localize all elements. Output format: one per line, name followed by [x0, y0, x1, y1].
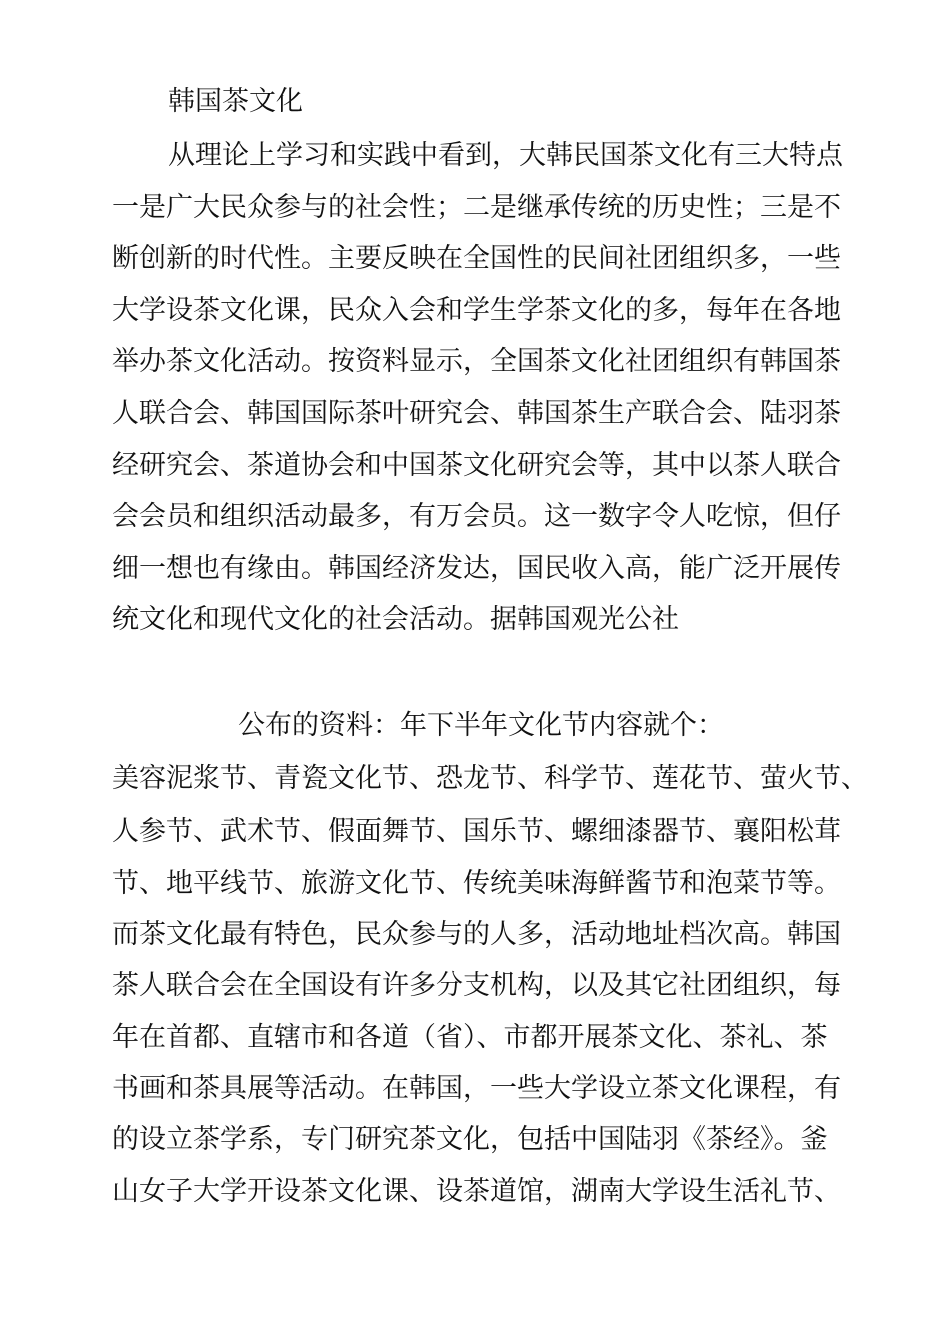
paragraph2-line: 茶人联合会在全国设有许多分支机构，以及其它社团组织，每 [112, 970, 841, 1001]
paragraph1-line: 举办茶文化活动。按资料显示，全国茶文化社团组织有韩国茶 [112, 346, 841, 377]
paragraph1-line: 经研究会、茶道协会和中国茶文化研究会等，其中以茶人联合 [112, 450, 841, 481]
paragraph1-line: 统文化和现代文化的社会活动。据韩国观光公社 [112, 604, 679, 635]
paragraph1-line: 断创新的时代性。主要反映在全国性的民间社团组织多，一些 [112, 243, 841, 274]
paragraph2-line: 人参节、武术节、假面舞节、国乐节、螺细漆器节、襄阳松茸 [112, 816, 841, 847]
paragraph2-line: 书画和茶具展等活动。在韩国，一些大学设立茶文化课程，有 [112, 1073, 841, 1104]
paragraph1-line: 人联合会、韩国国际茶叶研究会、韩国茶生产联合会、陆羽茶 [112, 398, 841, 429]
paragraph2-line: 年在首都、直辖市和各道（省）、市都开展茶文化、茶礼、茶 [112, 1022, 828, 1053]
paragraph2-line: 节、地平线节、旅游文化节、传统美味海鲜酱节和泡菜节等。 [112, 868, 841, 899]
paragraph2-line: 美容泥浆节、青瓷文化节、恐龙节、科学节、莲花节、萤火节、 [112, 763, 868, 794]
paragraph2-heading: 公布的资料：年下半年文化节内容就个： [238, 710, 724, 741]
paragraph1-line: 会会员和组织活动最多，有万会员。这一数字令人吃惊，但仔 [112, 501, 841, 532]
document-title: 韩国茶文化 [168, 86, 303, 117]
paragraph2-line: 而茶文化最有特色，民众参与的人多，活动地址档次高。韩国 [112, 919, 841, 950]
paragraph1-line: 从理论上学习和实践中看到，大韩民国茶文化有三大特点 [168, 140, 843, 171]
paragraph2-line: 山女子大学开设茶文化课、设茶道馆，湖南大学设生活礼节、 [112, 1176, 841, 1207]
paragraph1-line: 一是广大民众参与的社会性；二是继承传统的历史性；三是不 [112, 192, 841, 223]
paragraph1-line: 大学设茶文化课，民众入会和学生学茶文化的多，每年在各地 [112, 295, 841, 326]
paragraph2-line: 的设立茶学系，专门研究茶文化，包括中国陆羽《茶经》。釜 [112, 1124, 828, 1155]
paragraph1-line: 细一想也有缘由。韩国经济发达，国民收入高，能广泛开展传 [112, 553, 841, 584]
